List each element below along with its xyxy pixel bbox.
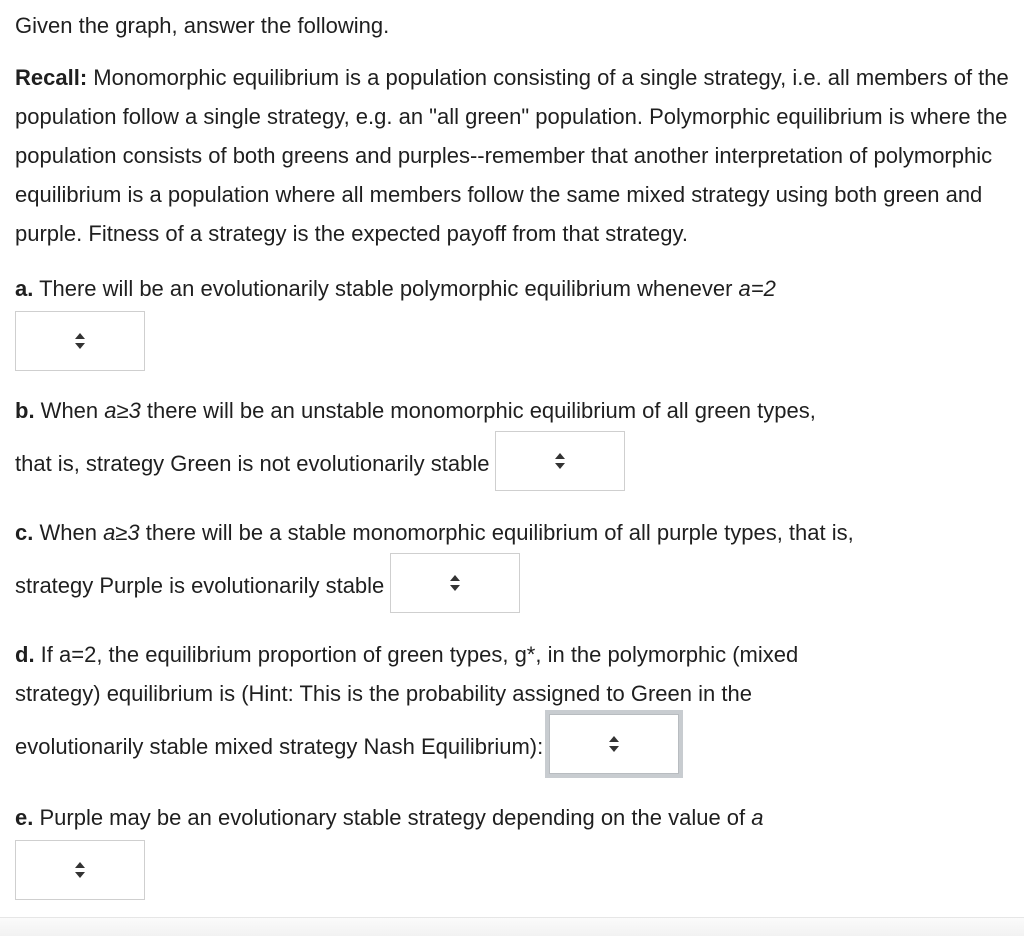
question-a-math: a=2 xyxy=(738,276,776,301)
answer-e-select[interactable] xyxy=(15,840,145,900)
question-b-label: b. xyxy=(15,398,35,423)
question-d: d. If a=2, the equilibrium proportion of green types, g*, in the polymorphic (mixed strategy) equilibrium is (Hint: This is the probability assigned to Green in the evolutionarily stable mixed strategy Nash Equilibrium): xyxy=(15,635,1015,774)
recall-text: Monomorphic equilibrium is a population consisting of a single strategy, i.e. all members of the population follow a single strategy, e.g. an "all green" population. Polymorphic equilibrium is where the population consists of both greens and purples--remember that another interpretation of polymorphic equilibrium is a population where all members follow the same mixed strategy using both green and purple. Fitness of a strategy is the expected payoff from that strategy. xyxy=(15,65,1009,246)
answer-b-select[interactable] xyxy=(495,431,625,491)
question-a-text: a. There will be an evolutionarily stable polymorphic equilibrium whenever a=2 xyxy=(15,276,776,301)
up-down-arrows-icon xyxy=(449,574,461,592)
question-content xyxy=(15,6,1015,900)
answer-c-select[interactable] xyxy=(390,553,520,613)
up-down-arrows-icon xyxy=(74,861,86,879)
up-down-arrows-icon xyxy=(608,735,620,753)
intro-text: Given the graph, answer the following. xyxy=(15,13,390,38)
question-c-label: c. xyxy=(15,520,34,545)
up-down-arrows-icon xyxy=(74,332,86,350)
question-b: b. When a≥3 there will be an unstable monomorphic equilibrium of all green types, that is, strategy Green is not evolutionarily stable xyxy=(15,391,1015,491)
question-d-label: d. xyxy=(15,642,35,667)
question-a xyxy=(15,269,1015,371)
question-c-text: c. When a≥3 there will be a stable monomorphic equilibrium of all purple types, that is, xyxy=(15,520,854,545)
question-e-math: a xyxy=(751,805,764,830)
recall-label: Recall: xyxy=(15,65,88,90)
up-down-arrows-icon xyxy=(554,452,566,470)
question-e xyxy=(15,798,1015,900)
bottom-divider xyxy=(0,917,1024,936)
answer-d-select[interactable] xyxy=(549,714,679,774)
question-d-text: d. If a=2, the equilibrium proportion of green types, g*, in the polymorphic (mixed xyxy=(15,642,799,667)
question-c: c. When a≥3 there will be a stable monomorphic equilibrium of all purple types, that is, strategy Purple is evolutionarily stable xyxy=(15,513,1015,613)
recall-paragraph xyxy=(15,58,1015,253)
question-b-math: a≥3 xyxy=(104,398,141,423)
answer-a-select[interactable] xyxy=(15,311,145,371)
question-a-label: a. xyxy=(15,276,34,301)
question-e-label: e. xyxy=(15,805,34,830)
question-e-text: e. Purple may be an evolutionary stable strategy depending on the value of a xyxy=(15,805,764,830)
question-b-text: b. When a≥3 there will be an unstable monomorphic equilibrium of all green types, xyxy=(15,398,816,423)
question-c-math: a≥3 xyxy=(103,520,140,545)
